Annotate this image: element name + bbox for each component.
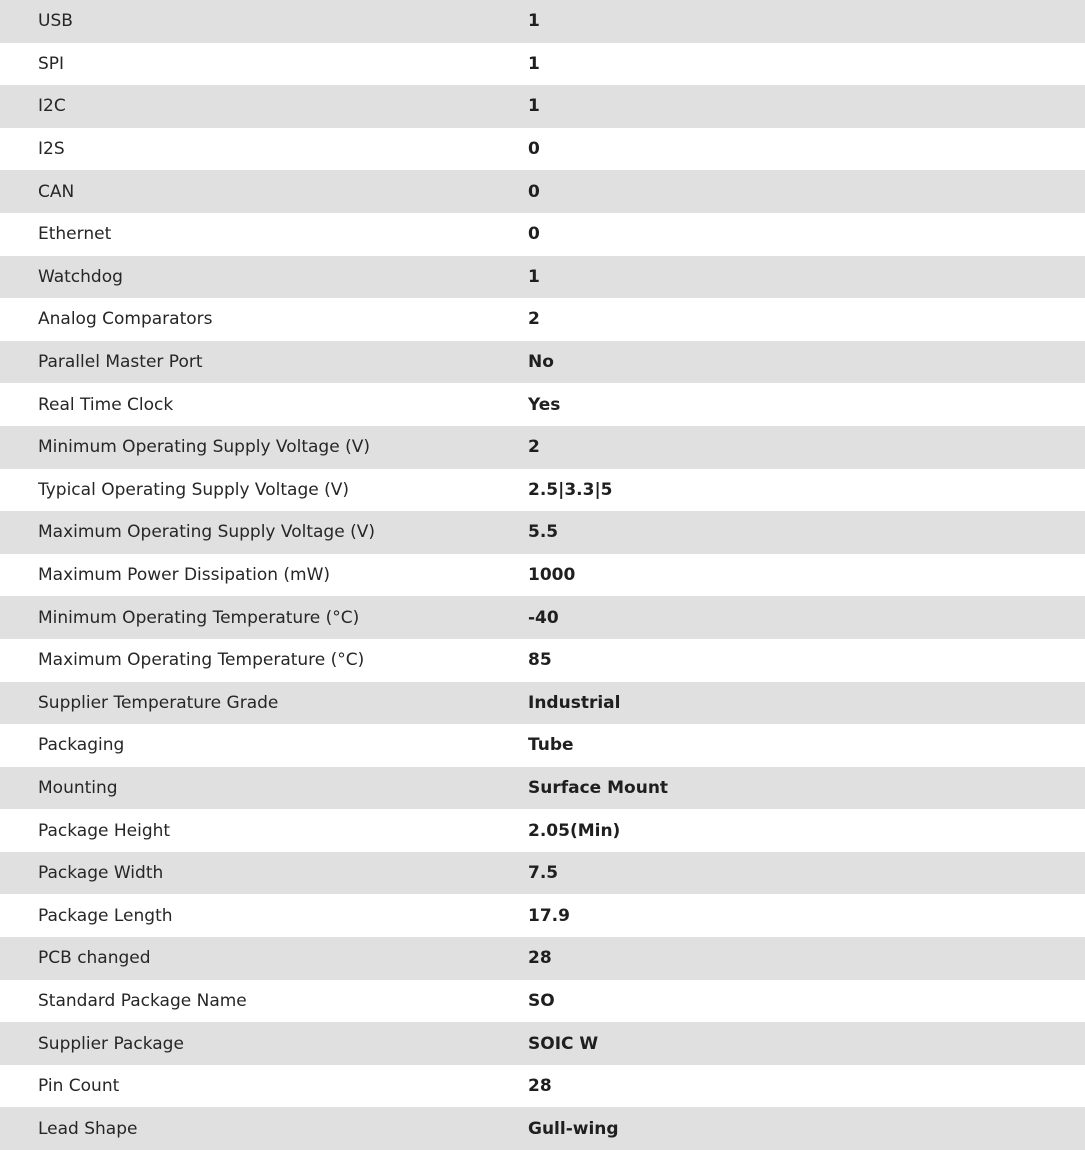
spec-value: 28 [528,1076,552,1097]
spec-name: Maximum Operating Temperature (°C) [38,650,365,671]
spec-row [0,43,1085,86]
spec-value: -40 [528,607,559,628]
spec-value: No [528,352,554,373]
spec-row [0,426,1085,469]
spec-value: 1 [528,266,540,287]
spec-value: Gull-wing [528,1118,619,1139]
spec-name: Minimum Operating Temperature (°C) [38,607,360,628]
spec-name: Package Height [38,820,171,841]
spec-row [0,809,1085,852]
spec-name: Maximum Operating Supply Voltage (V) [38,522,375,543]
spec-name: Pin Count [38,1076,120,1097]
spec-row [0,639,1085,682]
spec-row [0,170,1085,213]
spec-name: Watchdog [38,266,123,287]
spec-name: Package Width [38,863,164,884]
spec-name: Packaging [38,735,125,756]
spec-row [0,85,1085,128]
spec-value: SOIC W [528,1033,599,1054]
spec-name: Package Length [38,905,173,926]
spec-row [0,511,1085,554]
spec-value: 1000 [528,565,576,586]
spec-value: 28 [528,948,552,969]
spec-value: 2 [528,437,540,458]
spec-value: 2 [528,309,540,330]
spec-name: Typical Operating Supply Voltage (V) [38,479,349,500]
spec-value: Industrial [528,692,621,713]
spec-name: Mounting [38,777,118,798]
spec-row [0,937,1085,980]
spec-row [0,596,1085,639]
spec-name: Real Time Clock [38,394,174,415]
spec-name: I2S [38,139,65,160]
spec-row [0,128,1085,171]
spec-value: Tube [528,735,574,756]
spec-name: I2C [38,96,66,117]
spec-row [0,341,1085,384]
spec-value: 0 [528,139,540,160]
spec-name: Standard Package Name [38,990,247,1011]
spec-value: 2.05(Min) [528,820,621,841]
spec-name: Maximum Power Dissipation (mW) [38,565,331,586]
spec-row [0,682,1085,725]
spec-value: 1 [528,11,540,32]
spec-value: 2.5|3.3|5 [528,479,613,500]
spec-row [0,0,1085,43]
spec-row [0,383,1085,426]
spec-value: 5.5 [528,522,559,543]
spec-value: 85 [528,650,552,671]
spec-row [0,213,1085,256]
spec-name: Analog Comparators [38,309,213,330]
spec-row [0,298,1085,341]
spec-row [0,1107,1085,1150]
spec-row [0,1065,1085,1108]
spec-name: CAN [38,181,75,202]
spec-row [0,256,1085,299]
spec-row [0,852,1085,895]
spec-row [0,1022,1085,1065]
spec-name: USB [38,11,73,32]
spec-row [0,724,1085,767]
spec-row [0,894,1085,937]
spec-name: SPI [38,53,65,74]
spec-value: 17.9 [528,905,570,926]
spec-value: 1 [528,53,540,74]
spec-value: 0 [528,224,540,245]
spec-name: Parallel Master Port [38,352,203,373]
spec-value: Yes [528,394,561,415]
spec-name: Lead Shape [38,1118,138,1139]
spec-value: 7.5 [528,863,559,884]
spec-row [0,980,1085,1023]
spec-value: Surface Mount [528,777,669,798]
spec-row [0,767,1085,810]
spec-name: Supplier Temperature Grade [38,692,279,713]
spec-name: PCB changed [38,948,151,969]
spec-row [0,554,1085,597]
spec-name: Supplier Package [38,1033,184,1054]
spec-name: Ethernet [38,224,112,245]
spec-value: 0 [528,181,540,202]
spec-name: Minimum Operating Supply Voltage (V) [38,437,370,458]
spec-value: SO [528,990,555,1011]
spec-row [0,469,1085,512]
spec-value: 1 [528,96,540,117]
